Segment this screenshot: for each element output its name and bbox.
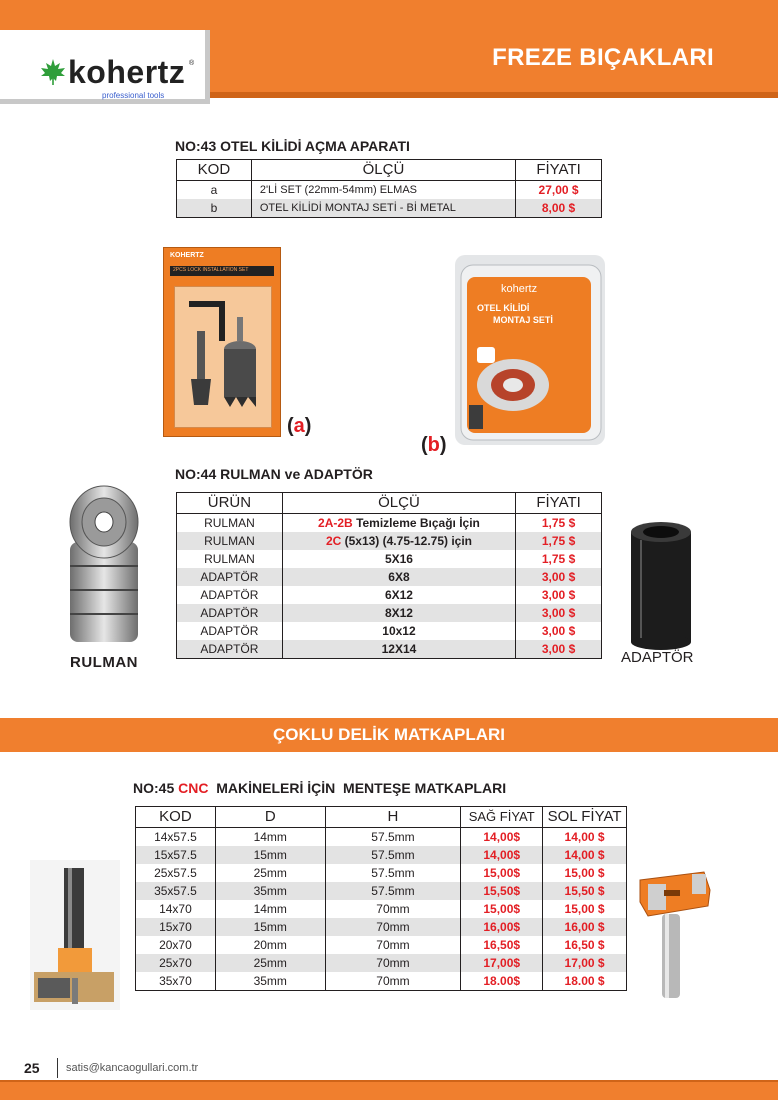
cell-sag: 17,00$	[461, 954, 543, 972]
table-row	[177, 550, 602, 568]
no44-title: NO:44 RULMAN ve ADAPTÖR	[175, 466, 373, 482]
cell-h: 70mm	[325, 954, 461, 972]
no45-table	[135, 806, 627, 991]
cell-kod: b	[177, 199, 252, 218]
table-row	[177, 586, 602, 604]
table-header-row	[136, 807, 627, 828]
pack-a-blister	[174, 286, 272, 428]
header-kod: KOD	[136, 807, 216, 828]
cell-d: 15mm	[215, 846, 325, 864]
cell-fiyat: 1,75 $	[516, 532, 602, 550]
header-fiyat: FİYATI	[516, 493, 602, 514]
table-row	[136, 900, 627, 918]
cell-sag: 15,00$	[461, 900, 543, 918]
no43-table	[176, 159, 602, 218]
cell-olcu: 6X12	[282, 586, 515, 604]
cell-h: 57.5mm	[325, 828, 461, 847]
cell-sol: 16,00 $	[543, 918, 627, 936]
cell-urun: RULMAN	[177, 532, 283, 550]
table-row	[136, 936, 627, 954]
pack-a-brand: KOHERTZ	[170, 252, 204, 259]
cell-kod: 14x57.5	[136, 828, 216, 847]
cell-olcu: 12X14	[282, 640, 515, 659]
cell-olcu: 2'Lİ SET (22mm-54mm) ELMAS	[251, 181, 515, 200]
hinge-drill-diagram-icon	[30, 860, 120, 1010]
page-title: FREZE BIÇAKLARI	[492, 44, 714, 71]
table-row	[136, 882, 627, 900]
label-a-close: )	[304, 415, 312, 437]
label-b-close: )	[439, 434, 447, 456]
header-sol-fiyat: SOL FİYAT	[543, 807, 627, 828]
olcu-text: Temizleme Bıçağı İçin	[352, 516, 480, 530]
cell-sag: 18.00$	[461, 972, 543, 991]
cell-kod: 20x70	[136, 936, 216, 954]
cell-sol: 14,00 $	[543, 846, 627, 864]
cell-sol: 15,00 $	[543, 864, 627, 882]
cell-fiyat: 27,00 $	[516, 181, 602, 200]
section-title: ÇOKLU DELİK MATKAPLARI	[273, 725, 505, 744]
table-row	[136, 846, 627, 864]
table-row	[136, 918, 627, 936]
bearing-stack-icon	[66, 482, 142, 652]
cell-kod: a	[177, 181, 252, 200]
cell-olcu: 6X8	[282, 568, 515, 586]
cell-olcu: OTEL KİLİDİ MONTAJ SETİ - Bİ METAL	[251, 199, 515, 218]
table-row	[177, 199, 602, 218]
cell-urun: ADAPTÖR	[177, 640, 283, 659]
pack-b-line2: MONTAJ SETİ	[493, 315, 553, 325]
pack-a-strip	[170, 266, 274, 276]
cell-olcu	[282, 514, 515, 533]
pack-a-strip-text: 2PCS LOCK INSTALLATION SET	[173, 267, 249, 273]
cell-urun: ADAPTÖR	[177, 622, 283, 640]
cell-fiyat: 8,00 $	[516, 199, 602, 218]
table-row	[177, 622, 602, 640]
no45-title	[133, 780, 506, 796]
cell-sol: 15,50 $	[543, 882, 627, 900]
cell-h: 70mm	[325, 972, 461, 991]
table-row	[136, 828, 627, 847]
cell-d: 14mm	[215, 828, 325, 847]
rulman-caption: RULMAN	[70, 654, 138, 671]
header-olcu: ÖLÇÜ	[282, 493, 515, 514]
footer-divider	[57, 1058, 58, 1078]
cell-h: 57.5mm	[325, 882, 461, 900]
cell-kod: 14x70	[136, 900, 216, 918]
table-row	[177, 532, 602, 550]
header-kod: KOD	[177, 160, 252, 181]
cell-sag: 15,00$	[461, 864, 543, 882]
header-sag-fiyat: SAĞ FİYAT	[461, 807, 543, 828]
cell-olcu: 10x12	[282, 622, 515, 640]
header-underline	[210, 92, 778, 98]
cell-h: 70mm	[325, 900, 461, 918]
pack-b-line1: OTEL KİLİDİ	[477, 303, 530, 313]
olcu-prefix: 2A-2B	[318, 516, 353, 530]
table-header-row	[177, 493, 602, 514]
cell-sol: 16,50 $	[543, 936, 627, 954]
cell-h: 70mm	[325, 918, 461, 936]
header-urun: ÜRÜN	[177, 493, 283, 514]
cell-d: 14mm	[215, 900, 325, 918]
table-row	[136, 864, 627, 882]
cell-fiyat: 3,00 $	[516, 586, 602, 604]
title-highlight: CNC	[178, 780, 209, 796]
page-number: 25	[24, 1060, 40, 1076]
olcu-text: (5x13) (4.75-12.75) için	[341, 534, 473, 548]
cell-olcu	[282, 532, 515, 550]
header-d: D	[215, 807, 325, 828]
olcu-prefix: 2C	[325, 534, 342, 548]
table-row	[136, 954, 627, 972]
product-b-label	[421, 434, 447, 457]
registered-mark: ®	[189, 60, 195, 67]
adaptor-sleeve-icon	[627, 520, 695, 650]
table-row	[177, 514, 602, 533]
header-fiyat: FİYATI	[516, 160, 602, 181]
cell-h: 70mm	[325, 936, 461, 954]
cell-d: 20mm	[215, 936, 325, 954]
cell-sol: 15,00 $	[543, 900, 627, 918]
cell-olcu: 8X12	[282, 604, 515, 622]
label-b-open: (	[421, 434, 428, 456]
product-a-label	[287, 415, 311, 438]
cell-d: 25mm	[215, 864, 325, 882]
table-row	[177, 568, 602, 586]
brand-logo: kohertz	[68, 54, 186, 90]
hole-saw-set-icon	[175, 287, 271, 427]
title-prefix: NO:45	[133, 780, 179, 796]
product-b-image	[455, 255, 605, 445]
title-rest: MAKİNELERİ İÇİN MENTEŞE MATKAPLARI	[208, 780, 507, 796]
table-row	[177, 640, 602, 659]
cell-kod: 35x70	[136, 972, 216, 991]
cell-sag: 14,00$	[461, 846, 543, 864]
cell-urun: ADAPTÖR	[177, 568, 283, 586]
cell-d: 35mm	[215, 972, 325, 991]
label-b-letter: b	[427, 434, 440, 456]
table-row	[136, 972, 627, 991]
cell-olcu: 5X16	[282, 550, 515, 568]
header-olcu: ÖLÇÜ	[251, 160, 515, 181]
cell-fiyat: 1,75 $	[516, 514, 602, 533]
contact-email-link[interactable]: satis@kancaogullari.com.tr	[66, 1062, 199, 1074]
cell-sag: 16,50$	[461, 936, 543, 954]
cell-fiyat: 3,00 $	[516, 622, 602, 640]
label-a-letter: a	[293, 415, 305, 437]
cell-kod: 25x57.5	[136, 864, 216, 882]
pack-b-brand: kohertz	[501, 283, 538, 295]
cell-fiyat: 3,00 $	[516, 568, 602, 586]
table-row	[177, 181, 602, 200]
cell-h: 57.5mm	[325, 864, 461, 882]
cell-sag: 14,00$	[461, 828, 543, 847]
cell-fiyat: 3,00 $	[516, 604, 602, 622]
product-a-image	[163, 247, 281, 437]
cell-kod: 15x70	[136, 918, 216, 936]
cell-urun: RULMAN	[177, 514, 283, 533]
hinge-drill-bit-icon	[634, 862, 716, 1002]
brand-tagline: professional tools	[102, 91, 165, 100]
cell-sol: 14,00 $	[543, 828, 627, 847]
adaptor-caption: ADAPTÖR	[621, 649, 694, 666]
cell-kod: 25x70	[136, 954, 216, 972]
maple-leaf-icon	[38, 57, 68, 87]
table-row	[177, 604, 602, 622]
footer-band	[0, 1082, 778, 1100]
cell-sol: 17,00 $	[543, 954, 627, 972]
header-h: H	[325, 807, 461, 828]
cell-urun: ADAPTÖR	[177, 586, 283, 604]
cell-urun: RULMAN	[177, 550, 283, 568]
no44-table	[176, 492, 602, 659]
label-a-open: (	[287, 415, 294, 437]
cell-fiyat: 1,75 $	[516, 550, 602, 568]
cell-d: 15mm	[215, 918, 325, 936]
cell-fiyat: 3,00 $	[516, 640, 602, 659]
cell-kod: 35x57.5	[136, 882, 216, 900]
table-header-row	[177, 160, 602, 181]
no43-title: NO:43 OTEL KİLİDİ AÇMA APARATI	[175, 138, 410, 154]
cell-h: 57.5mm	[325, 846, 461, 864]
cell-d: 25mm	[215, 954, 325, 972]
cell-sol: 18.00 $	[543, 972, 627, 991]
cell-urun: ADAPTÖR	[177, 604, 283, 622]
cell-sag: 15,50$	[461, 882, 543, 900]
cell-d: 35mm	[215, 882, 325, 900]
cell-kod: 15x57.5	[136, 846, 216, 864]
cell-sag: 16,00$	[461, 918, 543, 936]
